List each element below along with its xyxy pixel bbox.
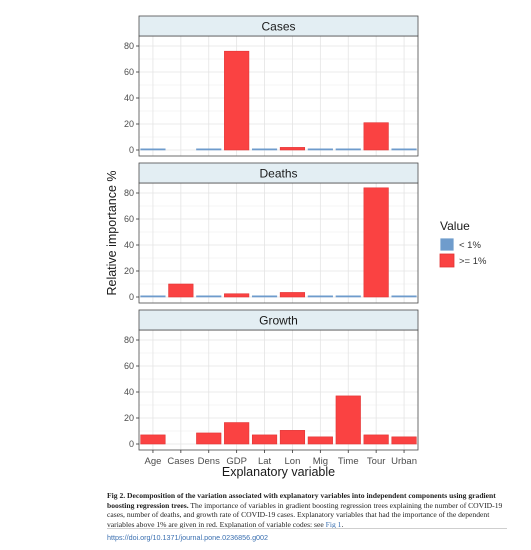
y-tick-label: 0 xyxy=(128,292,134,303)
y-tick-label: 80 xyxy=(123,41,134,52)
x-tick-label: Dens xyxy=(197,456,220,467)
bar-deaths-dens xyxy=(196,296,221,297)
x-tick-label: Age xyxy=(144,456,162,467)
y-tick-label: 40 xyxy=(123,240,134,251)
bar-growth-time xyxy=(336,396,361,444)
x-tick-label: Tour xyxy=(366,456,386,467)
bar-growth-age xyxy=(141,435,166,444)
bar-cases-urban xyxy=(392,149,417,150)
y-tick-label: 80 xyxy=(123,188,134,199)
legend-title: Value xyxy=(440,219,470,233)
facet-title: Growth xyxy=(259,313,298,328)
x-tick-label: Lon xyxy=(284,456,301,467)
y-tick-label: 40 xyxy=(123,387,134,398)
y-tick-label: 20 xyxy=(123,413,134,424)
caption-fig-link[interactable]: Fig 1 xyxy=(325,519,342,529)
x-tick-label: Time xyxy=(337,456,359,467)
x-tick-label: Cases xyxy=(167,456,195,467)
bar-deaths-lat xyxy=(252,296,277,297)
bar-deaths-age xyxy=(141,296,166,297)
caption-divider xyxy=(107,528,507,529)
x-axis-title: Explanatory variable xyxy=(221,465,336,479)
bar-deaths-lon xyxy=(280,292,305,297)
figure-caption xyxy=(107,491,507,529)
facet-title: Cases xyxy=(261,19,296,34)
bar-growth-lat xyxy=(252,435,277,444)
x-tick-label: Lat xyxy=(257,456,272,467)
y-tick-label: 40 xyxy=(123,93,134,104)
caption-label: Fig 2. Decomposition of the variation associated with explanatory variables into independent components using gradient boosting regression trees. xyxy=(107,491,496,510)
bar-deaths-cases xyxy=(169,284,194,297)
legend-label-low: < 1% xyxy=(459,240,481,251)
bar-cases-time xyxy=(336,149,361,150)
legend-swatch-high xyxy=(440,254,454,267)
doi-link[interactable]: https://doi.org/10.1371/journal.pone.0236856.g002 xyxy=(107,533,269,542)
y-tick-label: 20 xyxy=(123,266,134,277)
bar-cases-gdp xyxy=(224,51,249,150)
y-tick-label: 20 xyxy=(123,119,134,130)
bar-deaths-urban xyxy=(392,296,417,297)
y-tick-label: 60 xyxy=(123,214,134,225)
bar-cases-mig xyxy=(308,149,333,150)
y-tick-label: 0 xyxy=(128,145,134,156)
bar-growth-gdp xyxy=(224,423,249,444)
y-axis-title: Relative importance % xyxy=(105,170,119,296)
bar-deaths-gdp xyxy=(224,294,249,297)
y-tick-label: 80 xyxy=(123,335,134,346)
bar-cases-lat xyxy=(252,149,277,150)
bar-cases-tour xyxy=(364,123,389,150)
legend-swatch-low xyxy=(440,238,454,251)
legend-label-high: >= 1% xyxy=(459,256,487,267)
x-tick-label: GDP xyxy=(226,456,247,467)
bar-growth-urban xyxy=(392,437,417,444)
bar-growth-tour xyxy=(364,435,389,444)
caption-end: . xyxy=(341,519,344,529)
y-tick-label: 60 xyxy=(123,67,134,78)
x-tick-label: Mig xyxy=(312,456,329,467)
bar-cases-dens xyxy=(196,149,221,150)
bar-growth-mig xyxy=(308,437,333,444)
bar-deaths-time xyxy=(336,296,361,297)
bar-deaths-mig xyxy=(308,296,333,297)
bar-cases-lon xyxy=(280,147,305,150)
bar-growth-lon xyxy=(280,430,305,444)
y-tick-label: 60 xyxy=(123,361,134,372)
bar-deaths-tour xyxy=(364,188,389,297)
y-tick-label: 0 xyxy=(128,439,134,450)
bar-cases-age xyxy=(141,149,166,150)
bar-growth-dens xyxy=(196,433,221,444)
facet-title: Deaths xyxy=(259,166,298,181)
caption-body: The importance of variables in gradient boosting regression trees explaining the number of COVID-19 cases, number of deaths, and growth rate of COVID-19 cases. Explanatory variables that had the importance of the dependent variables above 1% are given in red. Explanation of variable codes: see xyxy=(107,500,503,529)
x-tick-label: Urban xyxy=(391,456,417,467)
